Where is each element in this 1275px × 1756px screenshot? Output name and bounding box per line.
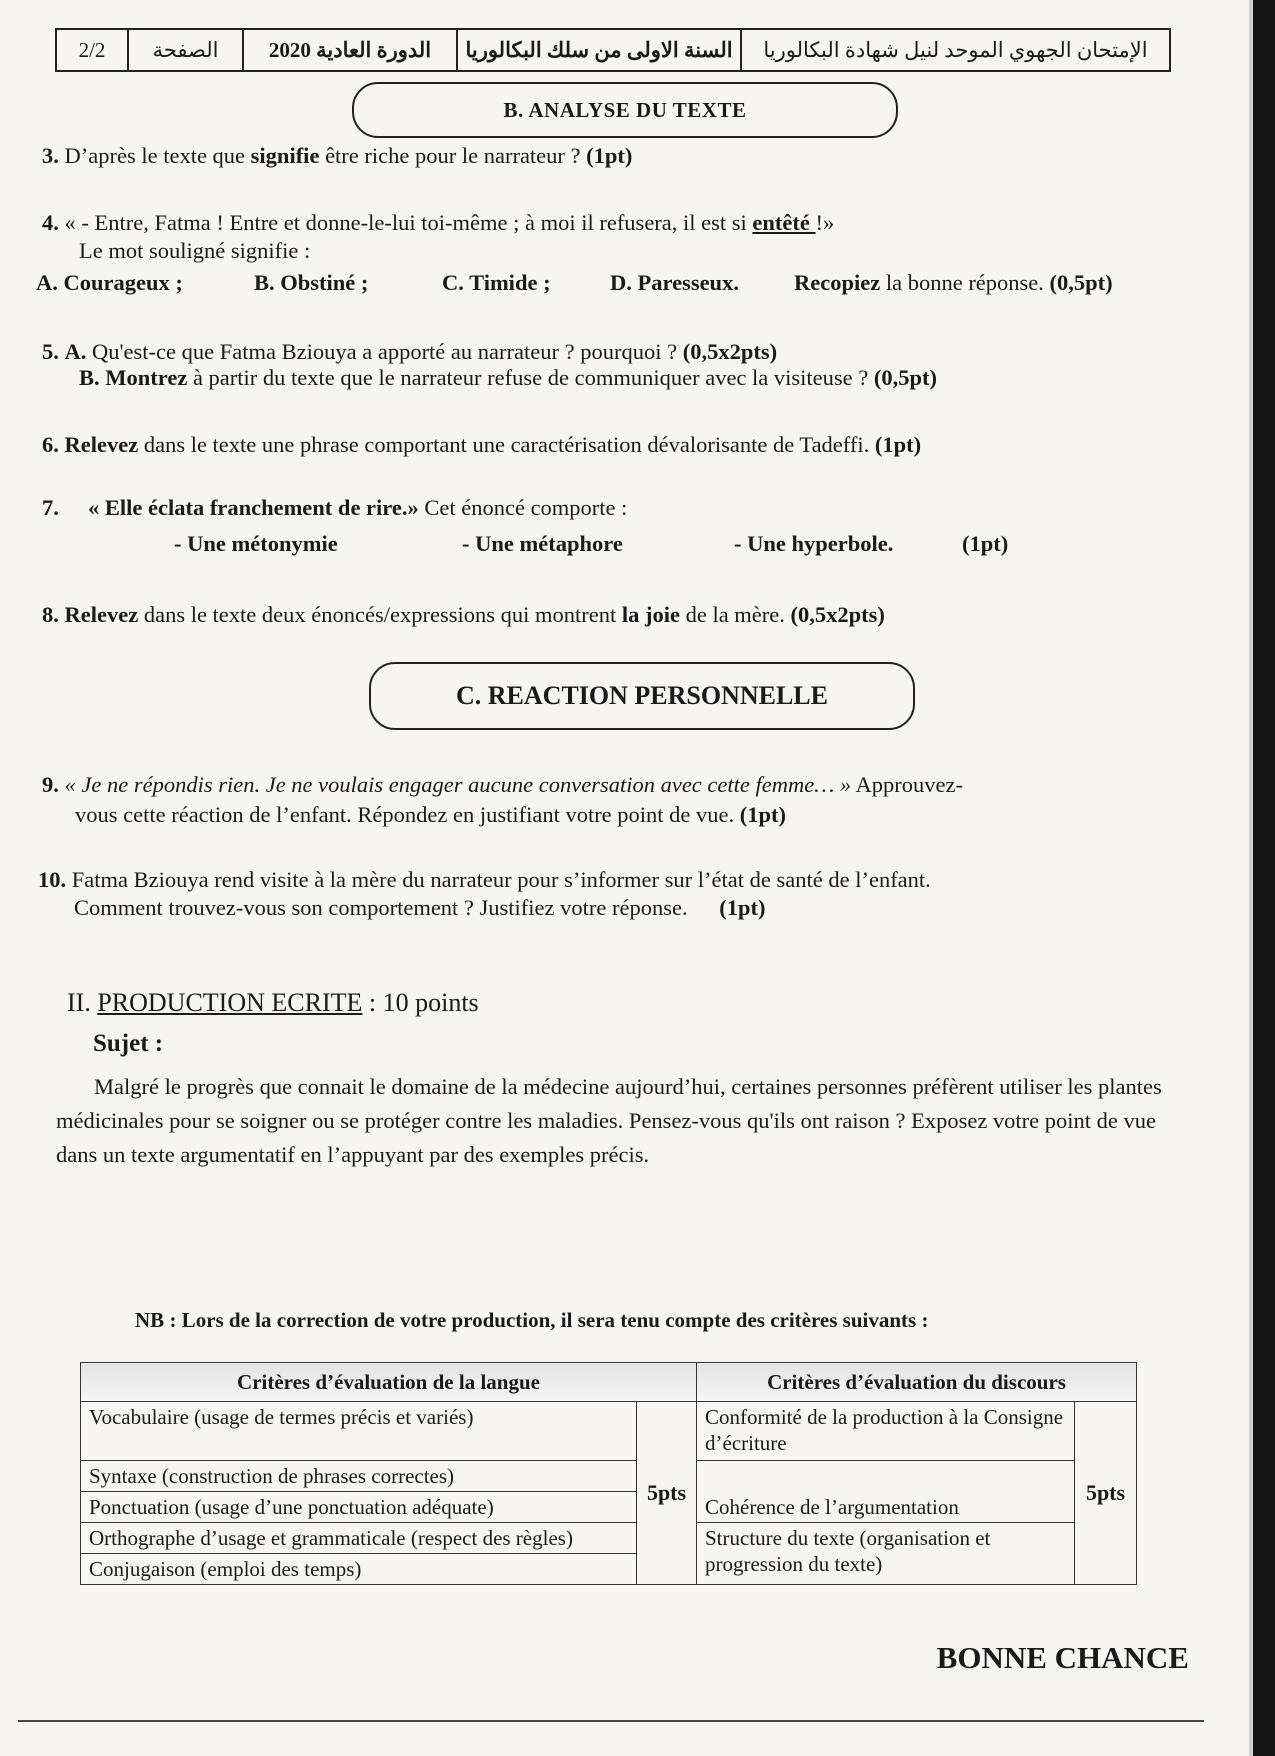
keyword: Relevez <box>64 602 139 627</box>
exam-title: الإمتحان الجهوي الموحد لنيل شهادة البكالوريا <box>763 37 1148 62</box>
disc-criterion-structure: Structure du texte (organisation et progression du texte) <box>697 1523 1075 1585</box>
option-hyperbole: - Une hyperbole. <box>734 531 894 556</box>
lang-criterion-conjugaison: Conjugaison (emploi des temps) <box>81 1554 637 1585</box>
question-text: Fatma Bziouya rend visite à la mère du narrateur pour s’informer sur l’état de santé de l’enfant. <box>66 867 931 892</box>
nb-text: : Lors de la correction de votre production, il sera tenu compte des critères suivants : <box>164 1308 929 1332</box>
disc-criteria-header: Critères d’évaluation du discours <box>697 1363 1137 1402</box>
points: (1pt) <box>586 143 633 168</box>
footer-divider <box>18 1720 1204 1722</box>
points: (1pt) <box>962 531 1009 556</box>
question-4-line2: Le mot souligné signifie : <box>79 238 311 263</box>
question-text: D’après le texte que <box>64 143 251 168</box>
points: (0,5x2pts) <box>790 602 885 627</box>
option-metonymie: - Une métonymie <box>174 531 338 556</box>
keyword: la joie <box>621 602 680 627</box>
keyword: Relevez <box>64 432 139 457</box>
lang-criterion-vocabulaire: Vocabulaire (usage de termes précis et variés) <box>81 1402 637 1461</box>
lang-criteria-header: Critères d’évaluation de la langue <box>81 1363 697 1402</box>
lang-criterion-syntaxe: Syntaxe (construction de phrases correctes) <box>81 1461 637 1492</box>
scan-edge <box>1253 0 1275 1756</box>
points: (0,5pt) <box>1049 270 1113 295</box>
keyword: signifie <box>250 143 320 168</box>
exam-session: الدورة العادية 2020 <box>244 30 458 70</box>
question-number: 3. <box>42 143 59 168</box>
instruction-text: la bonne réponse. <box>880 270 1050 295</box>
question-number: 10. <box>38 867 67 892</box>
question-5b <box>79 364 937 391</box>
subject-text: Malgré le progrès que connait le domaine de la médecine aujourd’hui, certaines personnes préfèrent utiliser les plantes médicinales pour se soigner ou se protéger contre les maladies. Pensez-vous qu'ils ont raison ? Exposez votre point de vue dans un texte argumentatif en l’appuyant par des exemples précis. <box>56 1074 1162 1167</box>
lang-criterion-ponctuation: Ponctuation (usage d’une ponctuation adéquate) <box>81 1492 637 1523</box>
section-b-title: B. ANALYSE DU TEXTE <box>352 82 898 138</box>
subject-paragraph <box>56 1070 1181 1172</box>
question-text: de la mère. <box>679 602 791 627</box>
question-number: 4. <box>42 210 59 235</box>
question-number: 6. <box>42 432 59 457</box>
option-b: B. Obstiné ; <box>254 270 369 295</box>
question-text: dans le texte deux énoncés/expressions qui montrent <box>138 602 622 627</box>
points: (1pt) <box>739 802 787 827</box>
part-label: B. Montrez <box>79 365 188 390</box>
option-d: D. Paresseux. <box>610 270 739 295</box>
nb-label: NB <box>135 1308 165 1332</box>
question-text: Approuvez- <box>851 772 963 797</box>
points: (1pt) <box>719 895 766 920</box>
exam-header <box>55 28 1171 72</box>
question-text: « - Entre, Fatma ! Entre et donne-le-lui toi-même ; à moi il refusera, il est si <box>64 210 753 235</box>
question-text: Cet énoncé comporte : <box>418 495 628 520</box>
production-heading: PRODUCTION ECRITE <box>97 988 363 1017</box>
question-5a <box>42 338 777 365</box>
disc-criterion-coherence: Cohérence de l’argumentation <box>697 1461 1075 1523</box>
criteria-table <box>80 1362 1137 1585</box>
scan-edge-light <box>1249 0 1253 1756</box>
option-metaphore: - Une métaphore <box>462 531 623 556</box>
points: (0,5x2pts) <box>682 339 778 364</box>
question-6 <box>42 431 921 458</box>
section-c-title: C. REACTION PERSONNELLE <box>369 662 915 730</box>
question-9-line2 <box>75 801 786 828</box>
points: (0,5pt) <box>873 365 938 390</box>
question-text: vous cette réaction de l’enfant. Répondez en justifiant votre point de vue. <box>75 802 740 827</box>
points: (1pt) <box>874 432 922 457</box>
lang-criterion-orthographe: Orthographe d’usage et grammaticale (respect des règles) <box>81 1523 637 1554</box>
page-number: 2/2 <box>57 30 129 70</box>
question-3 <box>42 142 632 169</box>
question-text: Qu'est-ce que Fatma Bziouya a apporté au narrateur ? pourquoi ? <box>86 339 683 364</box>
instruction-verb: Recopiez <box>794 270 881 295</box>
production-title <box>67 988 479 1018</box>
question-text: !» <box>815 210 835 235</box>
quote: « Elle éclata franchement de rire.» <box>88 495 419 520</box>
question-number: 8. <box>42 602 59 627</box>
disc-criterion-conformite: Conformité de la production à la Consigne d’écriture <box>697 1402 1075 1461</box>
lang-points: 5pts <box>637 1402 697 1585</box>
question-text: à partir du texte que le narrateur refuse de communiquer avec la visiteuse ? <box>187 365 874 390</box>
question-text: Comment trouvez-vous son comportement ? Justifiez votre réponse. <box>74 895 688 920</box>
question-10 <box>38 866 931 893</box>
underlined-word: entêté <box>752 210 816 235</box>
exam-level: السنة الاولى من سلك البكالوريا <box>458 30 742 70</box>
question-text: être riche pour le narrateur ? <box>319 143 587 168</box>
option-c: C. Timide ; <box>442 270 551 295</box>
question-7 <box>42 494 627 521</box>
closing-text: BONNE CHANCE <box>936 1640 1189 1675</box>
instruction <box>794 269 1113 296</box>
disc-points: 5pts <box>1075 1402 1137 1585</box>
question-number: 7. <box>42 495 59 520</box>
production-points: : 10 points <box>362 988 479 1017</box>
question-10-line2 <box>74 894 765 921</box>
part-label: A. <box>64 339 87 364</box>
question-8 <box>42 601 885 628</box>
nb-note <box>135 1308 928 1333</box>
option-a: A. Courageux ; <box>36 270 183 295</box>
sujet-label: Sujet : <box>93 1030 164 1057</box>
question-number: 5. <box>42 339 59 364</box>
section-number: II. <box>67 988 98 1017</box>
page-label: الصفحة <box>129 30 244 70</box>
question-9 <box>42 771 963 798</box>
question-text: dans le texte une phrase comportant une caractérisation dévalorisante de Tadeffi. <box>138 432 875 457</box>
question-number: 9. <box>42 772 59 797</box>
question-4 <box>42 209 834 236</box>
quote: « Je ne répondis rien. Je ne voulais engager aucune conversation avec cette femme… » <box>64 772 852 797</box>
